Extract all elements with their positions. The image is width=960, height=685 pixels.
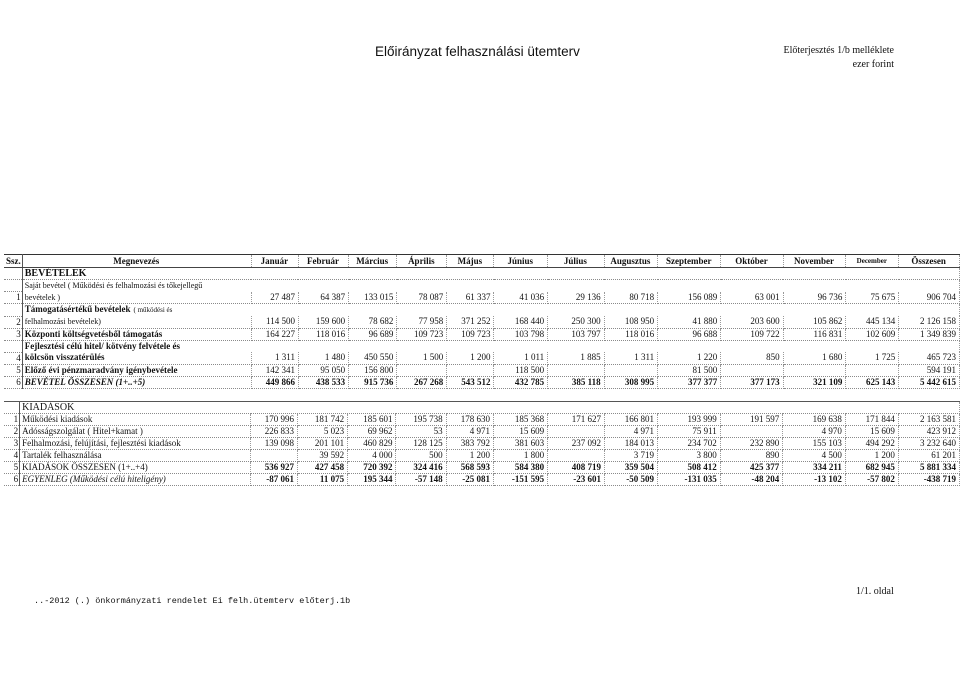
section-row [4,402,960,414]
value-cell: -438 719 [898,474,959,486]
value-cell: 1 200 [446,450,493,462]
table-row-label-line [4,280,960,292]
value-cell: 1 725 [846,352,899,364]
value-cell: 449 866 [251,376,298,388]
value-cell: 1 200 [845,450,898,462]
row-label: Előző évi pénzmaradvány igénybevétele [22,364,251,376]
note-line-1: Előterjesztés 1/b melléklete [783,45,894,56]
row-label: EGYENLEG (Működési célú hiteligény) [20,474,251,486]
value-cell: 915 736 [349,376,397,388]
row-number: 1 [4,292,22,304]
value-cell: 61 337 [447,292,494,304]
value-cell: 438 533 [298,376,348,388]
value-cell: 80 718 [604,292,657,304]
row-label: Adósságszolgálat ( Hitel+kamat ) [20,426,251,438]
value-cell: 114 500 [251,316,298,328]
row-label: KIADÁSOK ÖSSZESEN (1+..+4) [20,462,251,474]
row-number: 6 [4,474,20,486]
table-row [4,328,960,340]
row-label: felhalmozási bevételek) [22,316,251,328]
value-cell: 203 600 [721,316,783,328]
row-label: BEVÉTEL ÖSSZESEN (1+..+5) [22,376,251,388]
value-cell: 103 797 [548,328,605,340]
row-label-top-text: Fejlesztési célú hitel/ kötvény felvétele és [24,340,180,351]
value-cell: 423 912 [898,426,959,438]
page-number: 1/1. oldal [856,586,894,597]
row-number: 6 [4,376,22,388]
value-cell: 155 103 [783,438,846,450]
table-row [4,376,960,388]
value-cell: 171 627 [548,414,605,426]
value-cell: -50 509 [605,474,658,486]
row-number: 4 [4,450,20,462]
value-cell: -151 595 [494,474,548,486]
value-cell [604,364,657,376]
value-cell: 3 800 [658,450,721,462]
value-cell: 1 800 [494,450,548,462]
value-cell: -57 148 [396,474,446,486]
table-row [4,364,960,376]
value-cell [548,364,605,376]
value-cell: 5 442 615 [899,376,960,388]
value-cell [548,426,605,438]
header-cell: Június [494,255,548,268]
value-cell [548,450,605,462]
document-title: Előirányzat felhasználási ütemterv [375,44,580,59]
header-cell: Július [548,255,605,268]
row-label: Központi költségvetésből támogatás [22,328,251,340]
value-cell: 308 995 [604,376,657,388]
header-cell: Május [447,255,494,268]
value-cell: -57 802 [845,474,898,486]
revenue-section-title: BEVÉTELEK [22,268,959,280]
value-cell: 500 [396,450,446,462]
value-cell: 128 125 [396,438,446,450]
header-cell: Összesen [899,255,960,268]
header-cell: November [783,255,846,268]
value-cell: 465 723 [899,352,960,364]
value-cell: 682 945 [845,462,898,474]
value-cell: -23 601 [548,474,605,486]
value-cell: 1 200 [447,352,494,364]
table-row [4,292,960,304]
value-cell: 168 440 [494,316,548,328]
value-cell: 96 688 [658,328,721,340]
row-number: 5 [4,462,20,474]
value-cell: 41 880 [658,316,721,328]
value-cell: 1 220 [658,352,721,364]
revenue-table [4,254,960,389]
value-cell: 1 349 839 [899,328,960,340]
row-label: Felhalmozási, felújítási, fejlesztési kiadások [20,438,251,450]
value-cell [783,364,846,376]
value-cell: 1 885 [548,352,605,364]
value-cell: 78 087 [397,292,447,304]
value-cell: 170 996 [250,414,297,426]
row-number: 3 [4,438,20,450]
header-cell: Szeptember [658,255,721,268]
table-row-label-line [4,304,960,317]
row-number: 2 [4,426,20,438]
value-cell: 195 738 [396,414,446,426]
table-row [4,474,960,486]
value-cell: 4 970 [783,426,846,438]
value-cell: 1 480 [298,352,348,364]
header-cell: Április [397,255,447,268]
row-number: 5 [4,364,22,376]
value-cell: 2 126 158 [899,316,960,328]
value-cell: 169 638 [783,414,846,426]
value-cell: 64 387 [298,292,348,304]
value-cell: 385 118 [548,376,605,388]
header-cell: Március [349,255,397,268]
value-cell: -48 204 [720,474,783,486]
value-cell: 195 344 [348,474,396,486]
row-label: bevételek ) [22,292,251,304]
value-cell [250,450,297,462]
row-label-top [22,304,959,317]
header-cell: December [846,255,899,268]
value-cell: 250 300 [548,316,605,328]
value-cell: 568 593 [446,462,493,474]
value-cell: -13 102 [783,474,846,486]
expense-table [4,401,960,486]
value-cell: 4 500 [783,450,846,462]
value-cell: 109 723 [447,328,494,340]
value-cell: 75 675 [846,292,899,304]
header-cell: Február [298,255,348,268]
value-cell: 171 844 [845,414,898,426]
value-cell: 109 722 [721,328,783,340]
value-cell: 543 512 [447,376,494,388]
value-cell: 139 098 [250,438,297,450]
value-cell: 164 227 [251,328,298,340]
value-cell: 625 143 [846,376,899,388]
value-cell: 105 862 [783,316,846,328]
value-cell: 63 001 [721,292,783,304]
value-cell: 267 268 [397,376,447,388]
row-label-top-note: ( működési és [133,306,173,314]
row-label: Működési kiadások [20,414,251,426]
value-cell: -87 061 [250,474,297,486]
value-cell: 1 311 [251,352,298,364]
header-cell: Október [721,255,783,268]
value-cell: 142 341 [251,364,298,376]
value-cell: 78 682 [349,316,397,328]
value-cell: 77 958 [397,316,447,328]
value-cell: 53 [396,426,446,438]
table-row [4,450,960,462]
value-cell: 61 201 [898,450,959,462]
value-cell: 4 000 [348,450,396,462]
value-cell: 5 023 [297,426,347,438]
row-number: 2 [4,316,22,328]
value-cell: 201 101 [297,438,347,450]
value-cell: 445 134 [846,316,899,328]
value-cell: 178 630 [446,414,493,426]
value-cell: 29 136 [548,292,605,304]
value-cell: 460 829 [348,438,396,450]
row-number: 3 [4,328,22,340]
value-cell: -131 035 [658,474,721,486]
value-cell: 39 592 [297,450,347,462]
expense-section-title: KIADÁSOK [20,402,960,414]
value-cell: 226 833 [250,426,297,438]
value-cell: 427 458 [297,462,347,474]
value-cell: 96 736 [783,292,846,304]
value-cell: 156 089 [658,292,721,304]
value-cell: 1 011 [494,352,548,364]
value-cell: 75 911 [658,426,721,438]
value-cell: 27 487 [251,292,298,304]
value-cell: 156 800 [349,364,397,376]
table-row [4,352,960,364]
value-cell: 69 962 [348,426,396,438]
value-cell: 193 999 [658,414,721,426]
value-cell: 185 601 [348,414,396,426]
value-cell: 536 927 [250,462,297,474]
attachment-note [783,44,894,72]
value-cell: 237 092 [548,438,605,450]
header-cell: Augusztus [604,255,657,268]
row-label-top-text: Támogatásértékű bevételek [24,304,131,314]
value-cell: 118 016 [298,328,348,340]
value-cell: 450 550 [349,352,397,364]
value-cell: 906 704 [899,292,960,304]
table-row [4,426,960,438]
header-cell: Megnevezés [22,255,251,268]
value-cell: 381 603 [494,438,548,450]
value-cell: 1 311 [604,352,657,364]
value-cell: 377 377 [658,376,721,388]
row-label-top [22,280,959,292]
footer-text: ..-2012 (.) önkormányzati rendelet Ei felh.ütemterv előterj.1b [34,596,351,606]
value-cell: 508 412 [658,462,721,474]
value-cell: 425 377 [720,462,783,474]
table-row-label-line [4,340,960,352]
value-cell: 3 232 640 [898,438,959,450]
value-cell: 109 723 [397,328,447,340]
value-cell [397,364,447,376]
value-cell [720,426,783,438]
row-number: 1 [4,414,20,426]
value-cell: 324 416 [396,462,446,474]
value-cell: 185 368 [494,414,548,426]
value-cell: 191 597 [720,414,783,426]
value-cell: 96 689 [349,328,397,340]
value-cell: 321 109 [783,376,846,388]
table-row [4,438,960,450]
row-number: 4 [4,352,22,364]
value-cell: 234 702 [658,438,721,450]
value-cell: 377 173 [721,376,783,388]
value-cell: 184 013 [605,438,658,450]
value-cell: 5 881 334 [898,462,959,474]
value-cell: 11 075 [297,474,347,486]
value-cell: -25 081 [446,474,493,486]
value-cell: 584 380 [494,462,548,474]
table-row [4,316,960,328]
value-cell: 118 016 [604,328,657,340]
value-cell [721,364,783,376]
value-cell: 334 211 [783,462,846,474]
value-cell: 108 950 [604,316,657,328]
value-cell: 102 609 [846,328,899,340]
value-cell: 494 292 [845,438,898,450]
value-cell: 159 600 [298,316,348,328]
value-cell: 232 890 [720,438,783,450]
section-row [4,268,960,280]
value-cell: 432 785 [494,376,548,388]
value-cell: 1 680 [783,352,846,364]
header-row [4,255,960,268]
value-cell: 118 500 [494,364,548,376]
value-cell: 1 500 [397,352,447,364]
note-line-2: ezer forint [852,59,894,70]
value-cell: 133 015 [349,292,397,304]
value-cell: 408 719 [548,462,605,474]
value-cell: 4 971 [446,426,493,438]
table-row [4,414,960,426]
row-label-top-text: Saját bevétel ( Működési és felhalmozási és tőkejellegű [24,281,203,291]
row-label: Tartalék felhasználása [20,450,251,462]
value-cell: 81 500 [658,364,721,376]
row-label-top [22,340,959,352]
value-cell: 15 609 [845,426,898,438]
value-cell: 359 504 [605,462,658,474]
value-cell: 850 [721,352,783,364]
value-cell: 720 392 [348,462,396,474]
value-cell: 2 163 581 [898,414,959,426]
value-cell: 181 742 [297,414,347,426]
value-cell: 103 798 [494,328,548,340]
value-cell: 95 050 [298,364,348,376]
value-cell: 3 719 [605,450,658,462]
value-cell: 890 [720,450,783,462]
value-cell: 4 971 [605,426,658,438]
value-cell [447,364,494,376]
value-cell: 383 792 [446,438,493,450]
value-cell: 594 191 [899,364,960,376]
value-cell: 371 252 [447,316,494,328]
value-cell: 41 036 [494,292,548,304]
value-cell: 15 609 [494,426,548,438]
value-cell: 166 801 [605,414,658,426]
table-row [4,462,960,474]
row-label: kölcsön visszatérülés [22,352,251,364]
header-cell: Január [251,255,298,268]
value-cell [846,364,899,376]
header-cell: Ssz. [6,255,21,266]
value-cell: 116 831 [783,328,846,340]
